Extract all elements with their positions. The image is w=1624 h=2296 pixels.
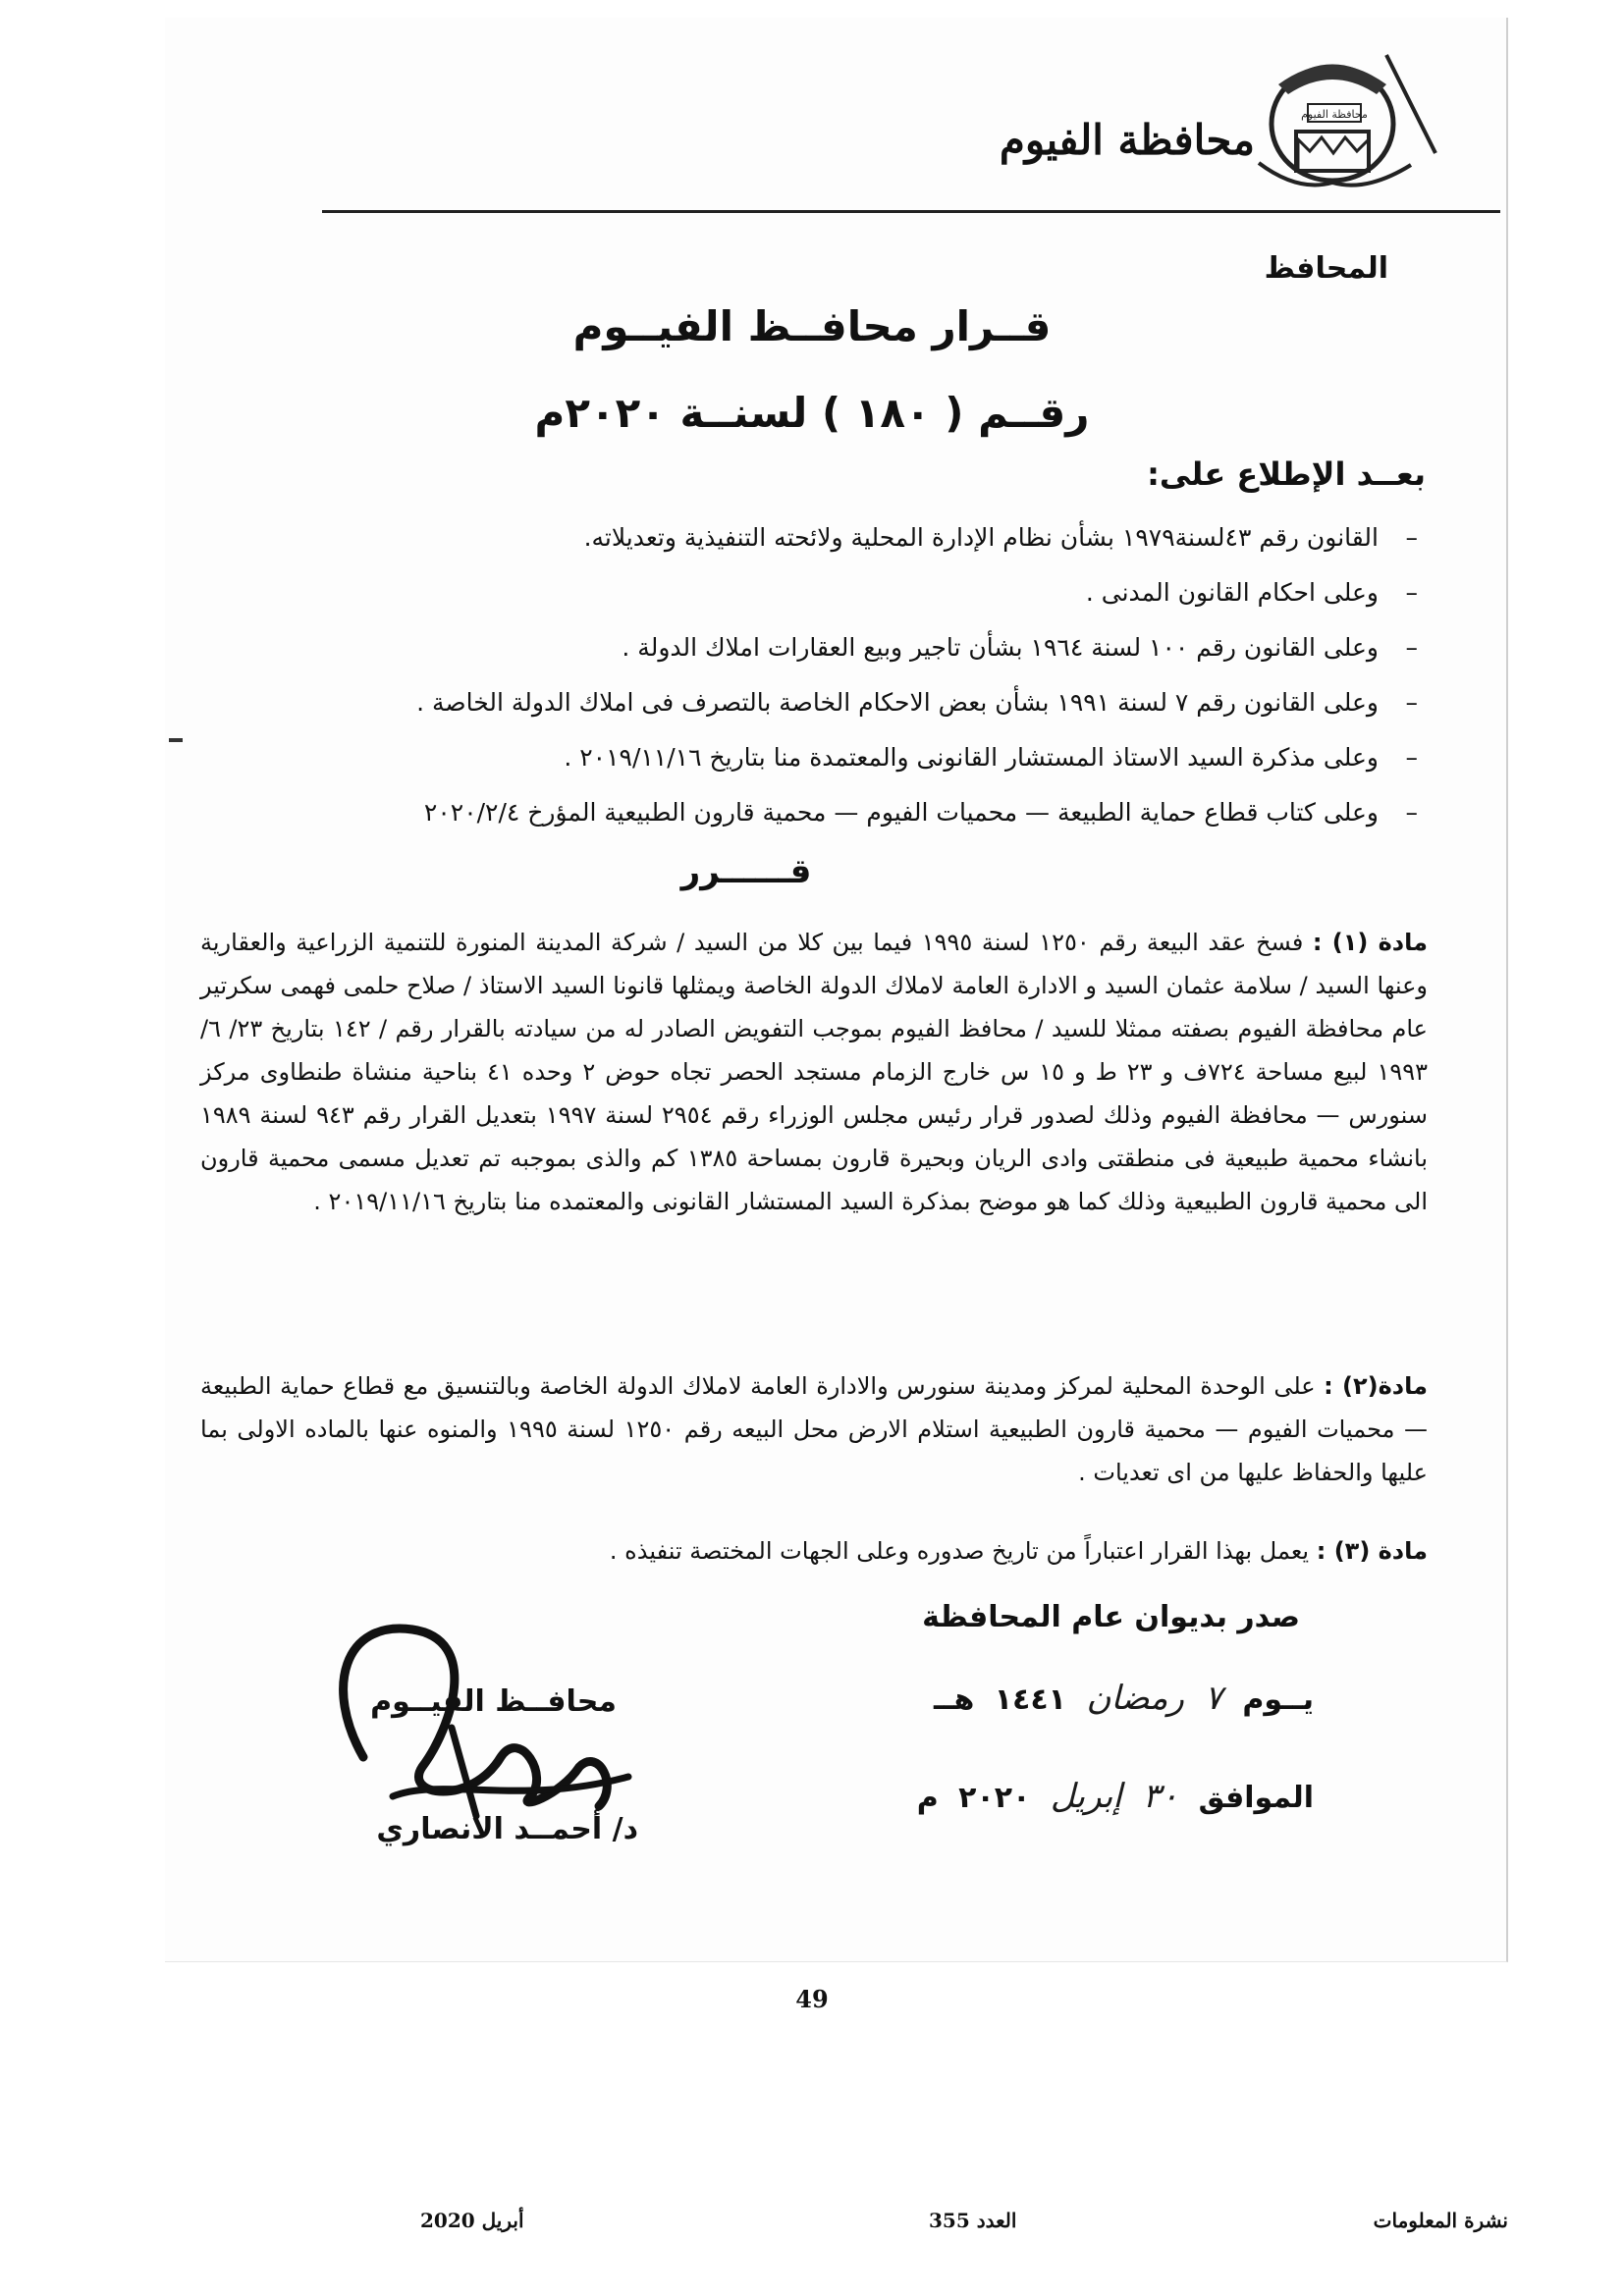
hijri-year: ١٤٤١ هــ: [933, 1682, 1066, 1717]
preliminary-text: وعلى القانون رقم ٧ لسنة ١٩٩١ بشأن بعض الاحكام الخاصة بالتصرف فى املاك الدولة الخاصة .: [416, 688, 1379, 717]
preliminary-item: –وعلى كتاب قطاع حماية الطبيعة — محميات الفيوم — محمية قارون الطبيعية المؤرخ ٢٠٢٠/٢/٤: [423, 798, 1418, 827]
gregorian-prefix: الموافق: [1198, 1781, 1314, 1815]
preliminary-item: –وعلى مذكرة السيد الاستاذ المستشار القانونى والمعتمدة منا بتاريخ ٢٠١٩/١١/١٦ .: [564, 743, 1418, 772]
gregorian-year: ٢٠٢٠ م: [916, 1781, 1031, 1815]
decided-heading: قــــــرر: [680, 852, 812, 891]
issued-at: صدر بديوان عام المحافظة: [922, 1600, 1300, 1634]
decision-title: قــرار محافــظ الفيــوم: [572, 302, 1052, 350]
scan-artifact: [169, 738, 183, 742]
preliminary-text: وعلى القانون رقم ١٠٠ لسنة ١٩٦٤ بشأن تاجير وبيع العقارات املاك الدولة .: [622, 633, 1379, 662]
article-text: على الوحدة المحلية لمركز ومدينة سنورس والادارة العامة لاملاك الدولة الخاصة وبالتنسيق مع قطاع حماية الطبيعة — محميات الفيوم — محمية قارون الطبيعية استلام الارض محل البيعه رقم ١٢٥٠ لسنة ١٩٩٥ والمنوه عنها بالماده الاولى بما عليها والحفاظ عليها من اى تعديات .: [200, 1372, 1428, 1486]
signatory-title: محافــظ الفيــوم: [370, 1684, 617, 1719]
footer-publication: نشرة المعلومات: [1373, 2209, 1508, 2232]
footer-date: أبريل 2020: [420, 2209, 524, 2232]
decision-number: رقــم ( ١٨٠ ) لسنــة ٢٠٢٠م: [534, 389, 1090, 437]
fayoum-governorate-emblem-icon: [1239, 45, 1445, 202]
preliminary-text: وعلى كتاب قطاع حماية الطبيعة — محميات الفيوم — محمية قارون الطبيعية المؤرخ ٢٠٢٠/٢/٤: [423, 798, 1379, 827]
article-label: مادة(٢) :: [1324, 1372, 1428, 1400]
preliminary-item: –وعلى القانون رقم ١٠٠ لسنة ١٩٦٤ بشأن تاجير وبيع العقارات املاك الدولة .: [622, 633, 1418, 662]
after-review-heading: بعــد الإطلاع على:: [1147, 455, 1426, 493]
preliminary-item: –القانون رقم ٤٣لسنة١٩٧٩ بشأن نظام الإدارة المحلية ولائحته التنفيذية وتعديلاته.: [583, 523, 1418, 552]
preliminary-item: –وعلى القانون رقم ٧ لسنة ١٩٩١ بشأن بعض الاحكام الخاصة بالتصرف فى املاك الدولة الخاصة .: [416, 688, 1418, 717]
governorate-name: محافظة الفيوم: [999, 116, 1255, 164]
preliminaries-list: [181, 510, 1418, 840]
article-label: مادة (٣) :: [1316, 1537, 1428, 1565]
hijri-prefix: يــوم: [1242, 1682, 1314, 1717]
preliminary-text: القانون رقم ٤٣لسنة١٩٧٩ بشأن نظام الإدارة المحلية ولائحته التنفيذية وتعديلاته.: [583, 523, 1379, 552]
article-1: [200, 921, 1428, 1223]
signatory-name: د/ أحمــد الانصاري: [376, 1812, 638, 1846]
preliminary-text: وعلى مذكرة السيد الاستاذ المستشار القانونى والمعتمدة منا بتاريخ ٢٠١٩/١١/١٦ .: [564, 743, 1379, 772]
logo-lettering: محافظة الفيوم: [1301, 108, 1368, 121]
article-2: [200, 1364, 1428, 1494]
preliminary-item: –وعلى احكام القانون المدنى .: [1085, 578, 1418, 607]
page-number: 49: [795, 1985, 829, 2013]
footer-issue: العدد 355: [929, 2209, 1017, 2232]
article-label: مادة (١) :: [1312, 929, 1428, 956]
article-text: فسخ عقد البيعة رقم ١٢٥٠ لسنة ١٩٩٥ فيما بين كلا من السيد / شركة المدينة المنورة للتنمية الزراعية والعقارية وعنها السيد / سلامة عثمان السيد و الادارة العامة لاملاك الدولة الخاصة ويمثلها قانونا السيد الاستاذ / صلاح حلمى فهمى سكرتير عام محافظة الفيوم بصفته ممثلا للسيد / محافظ الفيوم بموجب التفويض الصادر له من سيادته بالقرار رقم / ١٤٢ بتاريخ ٢٣/ ٦/ ١٩٩٣ لبيع مساحة ٧٢٤ف و ٢٣ ط و ١٥ س خارج الزمام مستجد الحصر تجاه حوض ٢ وحده ٤١ بناحية منشاة طنطاوى مركز سنورس — محافظة الفيوم وذلك لصدور قرار رئيس مجلس الوزراء رقم ٢٩٥٤ لسنة ١٩٩٧ بتعديل القرار رقم ٩٤٣ لسنة ١٩٨٩ بانشاء محمية طبيعية فى منطقتى وادى الريان وبحيرة قارون بمساحة ١٣٨٥ كم والذى بموجبه تم تعديل مسمى محمية قارون الى محمية قارون الطبيعية وذلك كما هو موضح بمذكرة السيد المستشار القانونى والمعتمده منا بتاريخ ٢٠١٩/١١/١٦ .: [200, 929, 1429, 1215]
page-footer: [0, 2209, 1624, 2248]
article-3: [200, 1529, 1428, 1573]
article-text: يعمل بهذا القرار اعتباراً من تاريخ صدوره وعلى الجهات المختصة تنفيذه .: [609, 1537, 1310, 1565]
gregorian-date: [917, 1777, 1314, 1816]
header-divider: [322, 210, 1500, 213]
hijri-date: [934, 1679, 1314, 1718]
hijri-handwritten-day: ٧ رمضان: [1086, 1679, 1222, 1718]
office-label: المحافظ: [1264, 251, 1388, 286]
preliminary-text: وعلى احكام القانون المدنى .: [1085, 578, 1379, 607]
gregorian-handwritten-day: ٣٠ إبريل: [1050, 1777, 1179, 1816]
